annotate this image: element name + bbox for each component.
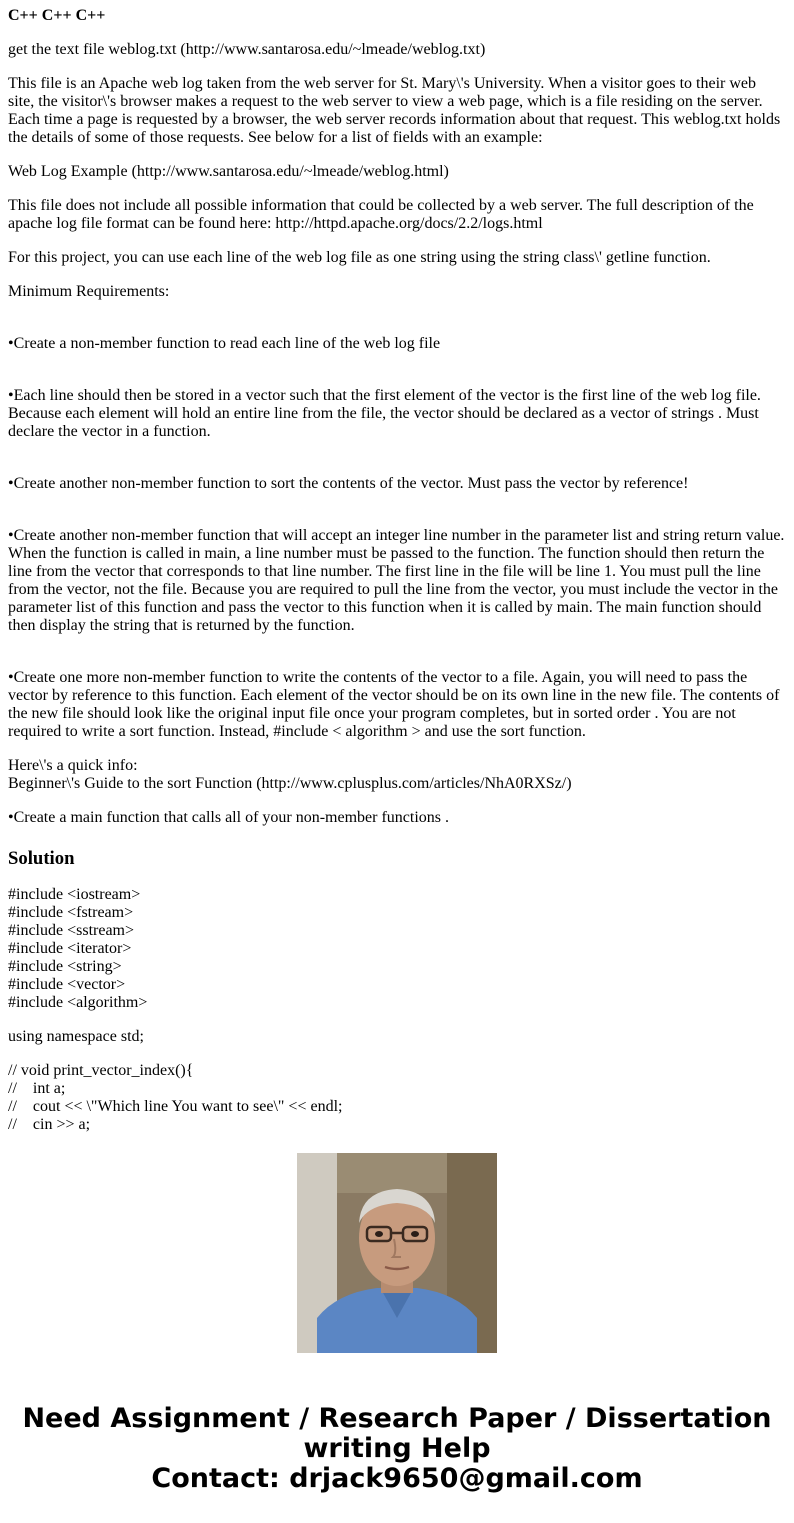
code-line: // int a;: [8, 1080, 66, 1097]
code-line: // cin >> a;: [8, 1116, 91, 1133]
requirement-item: •Each line should then be stored in a vector such that the first element of the vector is the first line of the web log file. Because each element will hold an entire line from the file, the vector should be declared as a vector of strings . Must declare the vector in a function.: [8, 387, 761, 440]
code-line: #include <vector>: [8, 976, 126, 993]
requirement-item: •Create another non-member function that will accept an integer line number in the parameter list and string return value. When the function is called in main, a line number must be passed to the function. The function should then return the line from the vector that corresponds to that line number. The first line in the file will be line 1. You must pull the line from the vector, not the file. Because you are required to pull the line from the vector, you must include the vector in the parameter list of this function and pass the vector to this function when it is called by main. The main function should then display the string that is returned by the function.: [8, 527, 785, 634]
footer-line: Need Assignment / Research Paper / Dissertation: [22, 1403, 772, 1434]
code-line: using namespace std;: [8, 1028, 144, 1045]
requirement-item: •Create a non-member function to read each line of the web log file: [8, 335, 441, 352]
intro-paragraph-2: This file is an Apache web log taken from the web server for St. Mary\'s University. When a visitor goes to their web site, the visitor\'s browser makes a request to the web server to view a web page, which is a file residing on the server. Each time a page is requested by a browser, the web server records information about that request. This weblog.txt holds the details of some of those requests. See below for a list of fields with an example:: [8, 75, 781, 146]
intro-paragraph-4: This file does not include all possible information that could be collected by a web server. The full description of the apache log file format can be found here: http://httpd.apache.org/docs/2.2/logs.html: [8, 197, 754, 232]
spacer: [8, 651, 786, 669]
intro-paragraph-5: For this project, you can use each line of the web log file as one string using the string class\' getline function.: [8, 249, 711, 266]
comment-block: [8, 1062, 786, 1134]
footer-contact: Contact: drjack9650@gmail.com: [151, 1463, 643, 1494]
page-title: C++ C++ C++: [8, 7, 106, 24]
requirement-item: •Create one more non-member function to write the contents of the vector to a file. Again, you will need to pass the vector by reference to this function. Each element of the vector should be on its own line in the new file. The contents of the new file should look like the original input file once your program completes, but in sorted order . You are not required to write a sort function. Instead, #include < algorithm > and use the sort function.: [8, 669, 780, 740]
solution-heading: Solution: [8, 848, 75, 869]
code-line: #include <algorithm>: [8, 994, 148, 1011]
intro-paragraph-1: get the text file weblog.txt (http://www.santarosa.edu/~lmeade/weblog.txt): [8, 41, 486, 58]
avatar-portrait-image: [297, 1153, 497, 1353]
avatar: [297, 1153, 497, 1353]
intro-paragraph-3: Web Log Example (http://www.santarosa.edu/~lmeade/weblog.html): [8, 163, 449, 180]
spacer: [8, 457, 786, 475]
main-requirement: •Create a main function that calls all of your non-member functions .: [8, 809, 450, 826]
footer-banner: [0, 1404, 794, 1494]
spacer: [8, 509, 786, 527]
spacer: [8, 317, 786, 335]
code-line: #include <fstream>: [8, 904, 134, 921]
footer-line: writing Help: [303, 1433, 491, 1464]
code-line: #include <iostream>: [8, 886, 141, 903]
requirement-item: •Create another non-member function to sort the contents of the vector. Must pass the vector by reference!: [8, 475, 689, 492]
code-line: #include <iterator>: [8, 940, 132, 957]
quick-info-line: Here\'s a quick info:: [8, 757, 138, 774]
code-line: #include <sstream>: [8, 922, 135, 939]
code-line: #include <string>: [8, 958, 122, 975]
spacer: [8, 369, 786, 387]
include-list: [8, 886, 786, 1012]
quick-info-link: Beginner\'s Guide to the sort Function (http://www.cplusplus.com/articles/NhA0RXSz/): [8, 775, 572, 792]
intro-paragraph-6: Minimum Requirements:: [8, 283, 170, 300]
code-line: // void print_vector_index(){: [8, 1062, 194, 1079]
namespace-line: [8, 1028, 786, 1046]
code-line: // cout << \"Which line You want to see\" << endl;: [8, 1098, 343, 1115]
question-content: [8, 0, 786, 1133]
quick-info: [8, 757, 786, 793]
